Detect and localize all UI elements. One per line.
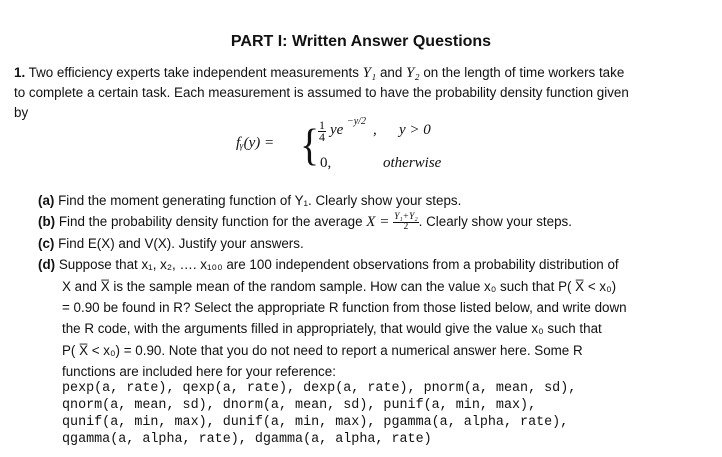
part-c-text: Find E(X) and V(X). Justify your answers. [58, 236, 304, 251]
part-d-label: (d) [38, 257, 56, 272]
code-line-2: qnorm(a, mean, sd), dnorm(a, mean, sd), punif(a, min, max), [62, 398, 537, 413]
pdf-case1-condition: y > 0 [399, 122, 431, 138]
pdf-brace: { [300, 119, 320, 170]
question-intro-line1 [14, 63, 624, 83]
part-d-line2: = 0.90 be found in R? Select the appropriate R function from those listed below, and write down [62, 300, 627, 315]
part-b-frac-den: 2 [403, 221, 409, 232]
code-line-1: pexp(a, rate), qexp(a, rate), dexp(a, rate), pnorm(a, mean, sd), [62, 381, 577, 396]
part-b [38, 211, 572, 233]
part-d-line5: functions are included here for your reference: [62, 364, 336, 379]
part-d [38, 254, 619, 275]
part-d-line4: P( X̅ < x₀) = 0.90. Note that you do not need to report a numerical answer here. Some R [62, 343, 583, 358]
var-y1: Y₁ [362, 65, 377, 81]
pdf-frac-num: 1 [319, 118, 325, 132]
part-d-text: Suppose that x₁, x₂, …. x₁₀₀ are 100 independent observations from a probability distribution of [58, 257, 619, 272]
part-a-label: (a) [38, 193, 55, 208]
page-title: PART I: Written Answer Questions [230, 33, 492, 50]
part-b-text-after: . Clearly show your steps. [418, 214, 572, 229]
code-line-4: qgamma(a, alpha, rate), dgamma(a, alpha, rate) [62, 432, 432, 447]
intro-text-1-end: on the length of time workers take [423, 65, 625, 80]
pdf-frac-den: 4 [319, 130, 325, 144]
part-a-text: Find the moment generating function of Y₁. Clearly show your steps. [58, 193, 462, 208]
part-c-label: (c) [38, 236, 55, 251]
code-line-3: qunif(a, min, max), dunif(a, min, max), pgamma(a, alpha, rate), [62, 415, 569, 430]
pdf-case1-exponent: −y/2 [347, 116, 366, 127]
part-b-xbar-eq: X = [366, 214, 390, 230]
part-d-line3: the R code, with the arguments filled in appropriately, that would give the value x₀ such that [62, 321, 602, 336]
pdf-fraction [318, 120, 326, 143]
pdf-case2-condition: otherwise [383, 155, 442, 171]
intro-and: and [379, 65, 403, 80]
question-intro-line2: to complete a certain task. Each measurement is assumed to have the probability density function given [14, 85, 629, 100]
part-b-fraction [393, 213, 419, 232]
question-number: 1. [14, 65, 26, 80]
part-a [38, 190, 461, 211]
question-intro-line3: by [14, 105, 29, 120]
part-d-line1: X and X̅ is the sample mean of the random sample. How can the value x₀ such that P( X̅ < x₀) [62, 279, 617, 294]
pdf-lhs: fᵧ(y) = [236, 135, 275, 151]
part-b-text-before: Find the probability density function for the average [58, 214, 363, 229]
intro-text-1: Two efficiency experts take independent measurements [28, 65, 359, 80]
var-y2: Y₂ [406, 65, 420, 81]
part-b-label: (b) [38, 214, 56, 229]
part-c [38, 233, 304, 254]
pdf-case2-expr: 0, [320, 155, 332, 171]
part-b-frac-num: Y₁+Y₂ [394, 211, 418, 222]
pdf-case1-comma: , [373, 122, 377, 138]
pdf-case1-expr: ye [330, 122, 344, 138]
